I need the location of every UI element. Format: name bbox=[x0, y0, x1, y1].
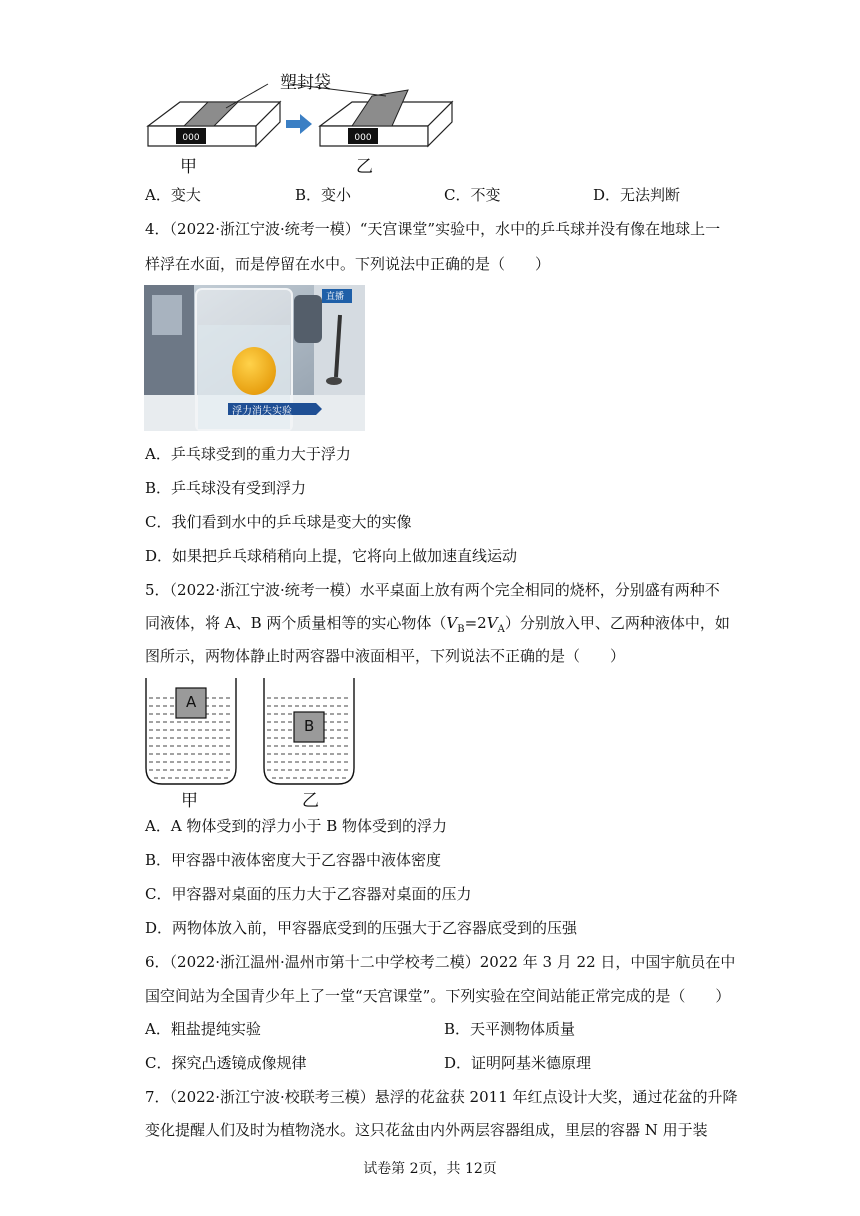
q4-option-a[interactable]: A．乒乓球受到的重力大于浮力 bbox=[145, 445, 351, 463]
q5-stem-2-b: ）分别放入甲、乙两种液体中，如 bbox=[504, 614, 730, 632]
beaker-label-left: 甲 bbox=[181, 791, 198, 811]
q5-var-v1: V bbox=[446, 614, 458, 632]
block-b-label: B bbox=[304, 717, 315, 735]
q3-option-a[interactable]: A．变大 bbox=[145, 186, 201, 204]
q5-option-a[interactable]: A．A 物体受到的浮力小于 B 物体受到的浮力 bbox=[145, 817, 447, 835]
q5-var-v2: V bbox=[486, 614, 498, 632]
q6-option-b[interactable]: B．天平测物体质量 bbox=[444, 1020, 576, 1038]
photo-caption: 浮力消失实验 bbox=[232, 406, 292, 417]
q5-stem-line-2 bbox=[145, 613, 730, 640]
q4-option-c[interactable]: C．我们看到水中的乒乓球是变大的实像 bbox=[145, 513, 412, 531]
q4-stem-line-1: 4．（2022·浙江宁波·统考一模）“天宫课堂”实验中，水中的乒乓球并没有像在地球上一 bbox=[145, 220, 721, 238]
block-a-label: A bbox=[186, 693, 197, 711]
q3-option-d[interactable]: D．无法判断 bbox=[593, 186, 681, 204]
fig-top-label-right: 乙 bbox=[356, 157, 373, 177]
q7-stem-line-1: 7．（2022·浙江宁波·校联考三模）悬浮的花盆获 2011 年红点设计大奖，通过花盆的升降 bbox=[145, 1088, 738, 1106]
q3-option-c[interactable]: C．不变 bbox=[444, 186, 501, 204]
q6-option-d[interactable]: D．证明阿基米德原理 bbox=[444, 1054, 592, 1072]
bag-label: 塑封袋 bbox=[280, 73, 331, 93]
q5-option-c[interactable]: C．甲容器对桌面的压力大于乙容器对桌面的压力 bbox=[145, 885, 472, 903]
q3-option-b[interactable]: B．变小 bbox=[295, 186, 352, 204]
figure-beakers bbox=[144, 676, 364, 788]
q5-sub-a: A bbox=[497, 624, 505, 635]
photo-tag: 直播 bbox=[326, 292, 345, 302]
q5-eq: =2 bbox=[464, 614, 487, 632]
q5-sub-b: B bbox=[457, 624, 465, 635]
q5-option-b[interactable]: B．甲容器中液体密度大于乙容器中液体密度 bbox=[145, 851, 442, 869]
q4-stem-line-2: 样浮在水面，而是停留在水中。下列说法中正确的是（ ） bbox=[145, 255, 551, 273]
q6-option-c[interactable]: C．探究凸透镜成像规律 bbox=[145, 1054, 307, 1072]
q6-option-a[interactable]: A．粗盐提纯实验 bbox=[145, 1020, 261, 1038]
q4-photo bbox=[144, 285, 365, 431]
right-holes-text: 000 bbox=[354, 133, 372, 143]
beakers-diagram bbox=[144, 676, 364, 788]
q4-option-b[interactable]: B．乒乓球没有受到浮力 bbox=[145, 479, 307, 497]
q4-option-d[interactable]: D．如果把乒乓球稍稍向上提，它将向上做加速直线运动 bbox=[145, 547, 518, 565]
q5-stem-line-3: 图所示，两物体静止时两容器中液面相平，下列说法不正确的是（ ） bbox=[145, 647, 626, 665]
beaker-label-right: 乙 bbox=[302, 791, 319, 811]
q5-stem-2-a: 同液体，将 A、B 两个质量相等的实心物体（ bbox=[145, 614, 447, 632]
page-footer: 试卷第 2页，共 12页 bbox=[363, 1161, 497, 1177]
q6-stem-line-1: 6．（2022·浙江温州·温州市第十二中学校考二模）2022 年 3 月 22 日，中国宇航员在中 bbox=[145, 953, 736, 971]
fig-top-label-left: 甲 bbox=[180, 157, 197, 177]
left-holes-text: 000 bbox=[182, 133, 200, 143]
q5-option-d[interactable]: D．两物体放入前，甲容器底受到的压强大于乙容器底受到的压强 bbox=[145, 919, 578, 937]
q7-stem-line-2: 变化提醒人们及时为植物浇水。这只花盆由内外两层容器组成，里层的容器 N 用于装 bbox=[145, 1121, 708, 1139]
q5-stem-line-1: 5．（2022·浙江宁波·统考一模）水平桌面上放有两个完全相同的烧杯，分别盛有两种不 bbox=[145, 581, 720, 599]
q6-stem-line-2: 国空间站为全国青少年上了一堂“天宫课堂”。下列实验在空间站能正常完成的是（ ） bbox=[145, 987, 731, 1005]
